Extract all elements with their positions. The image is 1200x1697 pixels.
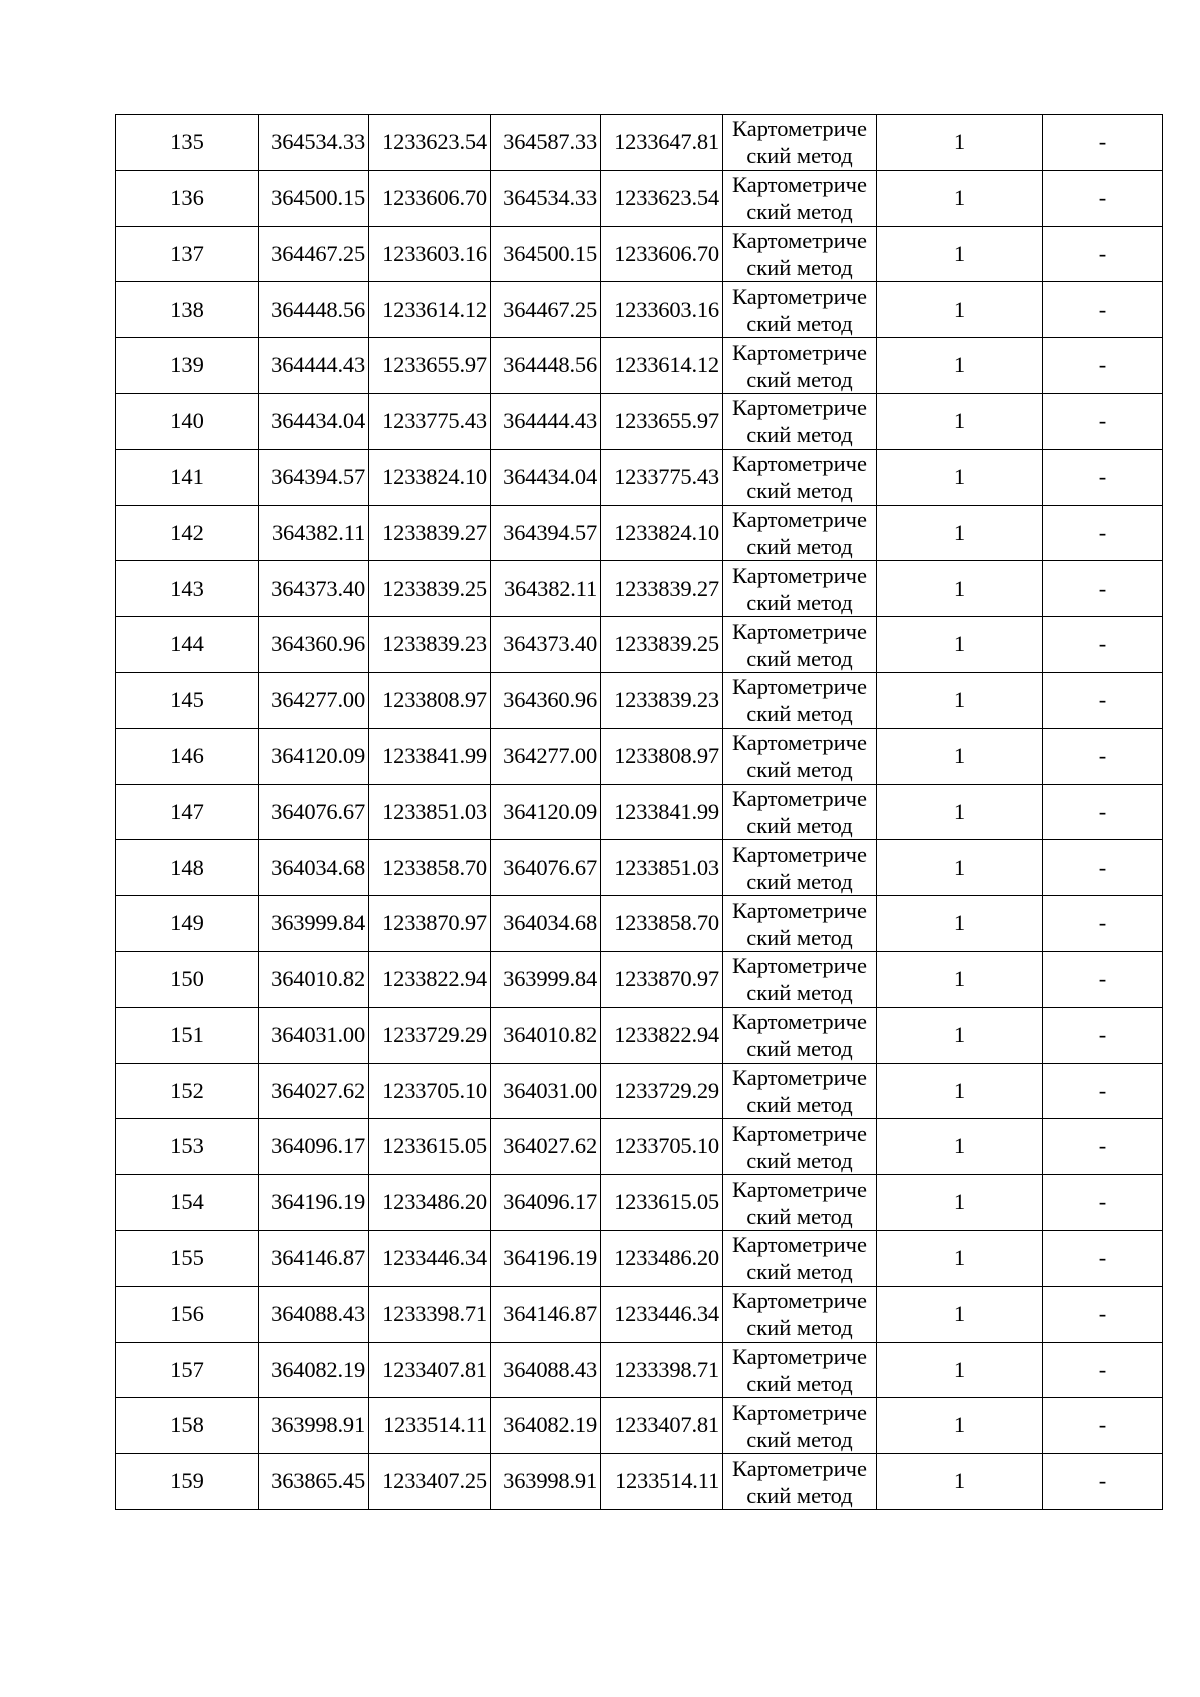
y-end-cell: 1233647.81	[601, 115, 723, 171]
x-start-cell: 364373.40	[259, 561, 369, 617]
accuracy-cell: 1	[877, 561, 1043, 617]
method-line-1: Картометриче	[732, 1176, 867, 1202]
y-start-cell: 1233839.27	[369, 505, 491, 561]
method-line-1: Картометриче	[732, 897, 867, 923]
point-id-cell: 144	[116, 617, 259, 673]
note-cell: -	[1043, 784, 1163, 840]
note-cell: -	[1043, 505, 1163, 561]
note-cell: -	[1043, 728, 1163, 784]
y-end-cell: 1233808.97	[601, 728, 723, 784]
table-row	[116, 338, 1163, 394]
accuracy-cell: 1	[877, 449, 1043, 505]
x-start-cell: 364088.43	[259, 1286, 369, 1342]
table-row	[116, 1119, 1163, 1175]
note-cell: -	[1043, 449, 1163, 505]
y-start-cell: 1233824.10	[369, 449, 491, 505]
y-end-cell: 1233655.97	[601, 393, 723, 449]
y-end-cell: 1233446.34	[601, 1286, 723, 1342]
method-line-1: Картометриче	[732, 395, 867, 421]
method-line-1: Картометриче	[732, 785, 867, 811]
method-line-1: Картометриче	[732, 618, 867, 644]
point-id-cell: 149	[116, 896, 259, 952]
table-row	[116, 1063, 1163, 1119]
accuracy-cell: 1	[877, 896, 1043, 952]
y-end-cell: 1233841.99	[601, 784, 723, 840]
accuracy-cell: 1	[877, 617, 1043, 673]
note-cell: -	[1043, 1007, 1163, 1063]
accuracy-cell: 1	[877, 1398, 1043, 1454]
x-end-cell: 363998.91	[491, 1454, 601, 1510]
x-start-cell: 364394.57	[259, 449, 369, 505]
method-line-2: ский метод	[746, 1370, 853, 1396]
x-end-cell: 364277.00	[491, 728, 601, 784]
y-start-cell: 1233822.94	[369, 951, 491, 1007]
y-end-cell: 1233729.29	[601, 1063, 723, 1119]
accuracy-cell: 1	[877, 1230, 1043, 1286]
point-id-cell: 137	[116, 226, 259, 282]
method-line-2: ский метод	[746, 1426, 853, 1452]
method-cell	[723, 1398, 877, 1454]
accuracy-cell: 1	[877, 393, 1043, 449]
y-start-cell: 1233514.11	[369, 1398, 491, 1454]
point-id-cell: 155	[116, 1230, 259, 1286]
y-end-cell: 1233614.12	[601, 338, 723, 394]
y-start-cell: 1233851.03	[369, 784, 491, 840]
x-start-cell: 364434.04	[259, 393, 369, 449]
x-start-cell: 364360.96	[259, 617, 369, 673]
y-start-cell: 1233623.54	[369, 115, 491, 171]
x-end-cell: 364076.67	[491, 840, 601, 896]
note-cell: -	[1043, 1119, 1163, 1175]
method-cell	[723, 784, 877, 840]
method-line-1: Картометриче	[732, 506, 867, 532]
note-cell: -	[1043, 170, 1163, 226]
accuracy-cell: 1	[877, 226, 1043, 282]
method-line-1: Картометриче	[732, 1232, 867, 1258]
y-start-cell: 1233606.70	[369, 170, 491, 226]
method-cell	[723, 282, 877, 338]
y-start-cell: 1233870.97	[369, 896, 491, 952]
y-start-cell: 1233486.20	[369, 1175, 491, 1231]
note-cell: -	[1043, 1230, 1163, 1286]
table-row	[116, 1286, 1163, 1342]
point-id-cell: 139	[116, 338, 259, 394]
note-cell: -	[1043, 617, 1163, 673]
note-cell: -	[1043, 561, 1163, 617]
table-row	[116, 561, 1163, 617]
method-cell	[723, 561, 877, 617]
x-start-cell: 364448.56	[259, 282, 369, 338]
note-cell: -	[1043, 672, 1163, 728]
point-id-cell: 147	[116, 784, 259, 840]
accuracy-cell: 1	[877, 672, 1043, 728]
method-cell	[723, 1007, 877, 1063]
x-start-cell: 364467.25	[259, 226, 369, 282]
x-start-cell: 363865.45	[259, 1454, 369, 1510]
method-line-1: Картометриче	[732, 339, 867, 365]
method-line-1: Картометриче	[732, 1009, 867, 1035]
method-cell	[723, 449, 877, 505]
x-end-cell: 364382.11	[491, 561, 601, 617]
x-start-cell: 363999.84	[259, 896, 369, 952]
note-cell: -	[1043, 1175, 1163, 1231]
note-cell: -	[1043, 1286, 1163, 1342]
y-start-cell: 1233775.43	[369, 393, 491, 449]
x-start-cell: 364120.09	[259, 728, 369, 784]
y-start-cell: 1233839.25	[369, 561, 491, 617]
x-start-cell: 364031.00	[259, 1007, 369, 1063]
method-line-2: ский метод	[746, 1091, 853, 1117]
point-id-cell: 158	[116, 1398, 259, 1454]
x-end-cell: 364444.43	[491, 393, 601, 449]
table-row	[116, 1007, 1163, 1063]
point-id-cell: 156	[116, 1286, 259, 1342]
x-end-cell: 364467.25	[491, 282, 601, 338]
method-line-2: ский метод	[746, 1147, 853, 1173]
method-cell	[723, 115, 877, 171]
y-start-cell: 1233705.10	[369, 1063, 491, 1119]
x-end-cell: 364434.04	[491, 449, 601, 505]
x-end-cell: 364082.19	[491, 1398, 601, 1454]
method-line-2: ский метод	[746, 254, 853, 280]
method-line-1: Картометриче	[732, 674, 867, 700]
method-line-2: ский метод	[746, 701, 853, 727]
method-line-2: ский метод	[746, 478, 853, 504]
accuracy-cell: 1	[877, 1175, 1043, 1231]
y-end-cell: 1233615.05	[601, 1175, 723, 1231]
coordinates-table	[115, 114, 1163, 1510]
table-row	[116, 1454, 1163, 1510]
method-line-1: Картометриче	[732, 562, 867, 588]
point-id-cell: 136	[116, 170, 259, 226]
method-line-1: Картометриче	[732, 1455, 867, 1481]
accuracy-cell: 1	[877, 784, 1043, 840]
table-row	[116, 170, 1163, 226]
method-line-1: Картометриче	[732, 953, 867, 979]
point-id-cell: 154	[116, 1175, 259, 1231]
y-end-cell: 1233606.70	[601, 226, 723, 282]
method-line-2: ский метод	[746, 199, 853, 225]
x-start-cell: 364076.67	[259, 784, 369, 840]
table-row	[116, 393, 1163, 449]
method-line-2: ский метод	[746, 533, 853, 559]
accuracy-cell: 1	[877, 1286, 1043, 1342]
y-start-cell: 1233841.99	[369, 728, 491, 784]
method-cell	[723, 1230, 877, 1286]
accuracy-cell: 1	[877, 840, 1043, 896]
method-cell	[723, 393, 877, 449]
method-cell	[723, 840, 877, 896]
x-end-cell: 364088.43	[491, 1342, 601, 1398]
y-start-cell: 1233808.97	[369, 672, 491, 728]
accuracy-cell: 1	[877, 1007, 1043, 1063]
method-line-1: Картометриче	[732, 116, 867, 142]
method-cell	[723, 505, 877, 561]
x-start-cell: 364382.11	[259, 505, 369, 561]
method-cell	[723, 672, 877, 728]
method-cell	[723, 1454, 877, 1510]
table-row	[116, 282, 1163, 338]
x-end-cell: 364500.15	[491, 226, 601, 282]
method-line-1: Картометриче	[732, 841, 867, 867]
y-end-cell: 1233870.97	[601, 951, 723, 1007]
method-line-2: ский метод	[746, 422, 853, 448]
accuracy-cell: 1	[877, 505, 1043, 561]
note-cell: -	[1043, 338, 1163, 394]
x-start-cell: 364010.82	[259, 951, 369, 1007]
note-cell: -	[1043, 1063, 1163, 1119]
x-end-cell: 364448.56	[491, 338, 601, 394]
method-line-1: Картометриче	[732, 1064, 867, 1090]
note-cell: -	[1043, 115, 1163, 171]
table-row	[116, 617, 1163, 673]
y-start-cell: 1233729.29	[369, 1007, 491, 1063]
point-id-cell: 148	[116, 840, 259, 896]
method-line-2: ский метод	[746, 366, 853, 392]
x-end-cell: 364027.62	[491, 1119, 601, 1175]
method-line-2: ский метод	[746, 143, 853, 169]
x-end-cell: 364031.00	[491, 1063, 601, 1119]
method-line-2: ский метод	[746, 589, 853, 615]
y-end-cell: 1233623.54	[601, 170, 723, 226]
y-end-cell: 1233705.10	[601, 1119, 723, 1175]
table-row	[116, 1230, 1163, 1286]
x-end-cell: 364096.17	[491, 1175, 601, 1231]
method-line-2: ский метод	[746, 1203, 853, 1229]
method-cell	[723, 1119, 877, 1175]
x-end-cell: 364034.68	[491, 896, 601, 952]
method-line-1: Картометриче	[732, 1120, 867, 1146]
point-id-cell: 159	[116, 1454, 259, 1510]
y-start-cell: 1233446.34	[369, 1230, 491, 1286]
note-cell: -	[1043, 896, 1163, 952]
point-id-cell: 146	[116, 728, 259, 784]
accuracy-cell: 1	[877, 1063, 1043, 1119]
note-cell: -	[1043, 393, 1163, 449]
method-cell	[723, 728, 877, 784]
accuracy-cell: 1	[877, 282, 1043, 338]
x-start-cell: 364196.19	[259, 1175, 369, 1231]
accuracy-cell: 1	[877, 115, 1043, 171]
x-start-cell: 364146.87	[259, 1230, 369, 1286]
x-end-cell: 364010.82	[491, 1007, 601, 1063]
y-end-cell: 1233839.25	[601, 617, 723, 673]
method-line-2: ский метод	[746, 1259, 853, 1285]
note-cell: -	[1043, 1342, 1163, 1398]
y-end-cell: 1233824.10	[601, 505, 723, 561]
point-id-cell: 152	[116, 1063, 259, 1119]
note-cell: -	[1043, 282, 1163, 338]
y-end-cell: 1233851.03	[601, 840, 723, 896]
note-cell: -	[1043, 1454, 1163, 1510]
method-line-1: Картометриче	[732, 730, 867, 756]
method-line-1: Картометриче	[732, 172, 867, 198]
x-start-cell: 364096.17	[259, 1119, 369, 1175]
method-line-2: ский метод	[746, 310, 853, 336]
table-row	[116, 784, 1163, 840]
method-line-2: ский метод	[746, 1482, 853, 1508]
method-line-1: Картометриче	[732, 227, 867, 253]
y-end-cell: 1233486.20	[601, 1230, 723, 1286]
y-start-cell: 1233615.05	[369, 1119, 491, 1175]
note-cell: -	[1043, 1398, 1163, 1454]
table-row	[116, 115, 1163, 171]
accuracy-cell: 1	[877, 728, 1043, 784]
method-cell	[723, 1063, 877, 1119]
x-end-cell: 364196.19	[491, 1230, 601, 1286]
point-id-cell: 145	[116, 672, 259, 728]
accuracy-cell: 1	[877, 1342, 1043, 1398]
table-body	[116, 115, 1163, 1510]
method-cell	[723, 951, 877, 1007]
table-row	[116, 728, 1163, 784]
note-cell: -	[1043, 226, 1163, 282]
table-row	[116, 672, 1163, 728]
y-start-cell: 1233603.16	[369, 226, 491, 282]
method-line-2: ский метод	[746, 1315, 853, 1341]
method-line-2: ский метод	[746, 812, 853, 838]
y-end-cell: 1233603.16	[601, 282, 723, 338]
method-line-1: Картометриче	[732, 1343, 867, 1369]
y-start-cell: 1233407.25	[369, 1454, 491, 1510]
method-cell	[723, 338, 877, 394]
y-start-cell: 1233858.70	[369, 840, 491, 896]
table-row	[116, 1342, 1163, 1398]
table-row	[116, 1398, 1163, 1454]
table-row	[116, 449, 1163, 505]
y-end-cell: 1233839.23	[601, 672, 723, 728]
method-line-2: ский метод	[746, 1036, 853, 1062]
x-end-cell: 364146.87	[491, 1286, 601, 1342]
x-end-cell: 364394.57	[491, 505, 601, 561]
y-start-cell: 1233655.97	[369, 338, 491, 394]
y-end-cell: 1233514.11	[601, 1454, 723, 1510]
point-id-cell: 140	[116, 393, 259, 449]
table-row	[116, 896, 1163, 952]
y-start-cell: 1233407.81	[369, 1342, 491, 1398]
x-end-cell: 364587.33	[491, 115, 601, 171]
x-end-cell: 364360.96	[491, 672, 601, 728]
y-end-cell: 1233407.81	[601, 1398, 723, 1454]
note-cell: -	[1043, 951, 1163, 1007]
method-cell	[723, 1342, 877, 1398]
x-start-cell: 364034.68	[259, 840, 369, 896]
y-start-cell: 1233398.71	[369, 1286, 491, 1342]
point-id-cell: 143	[116, 561, 259, 617]
x-end-cell: 363999.84	[491, 951, 601, 1007]
x-start-cell: 364082.19	[259, 1342, 369, 1398]
point-id-cell: 138	[116, 282, 259, 338]
method-line-1: Картометриче	[732, 283, 867, 309]
point-id-cell: 142	[116, 505, 259, 561]
method-line-2: ский метод	[746, 757, 853, 783]
y-end-cell: 1233775.43	[601, 449, 723, 505]
point-id-cell: 157	[116, 1342, 259, 1398]
point-id-cell: 151	[116, 1007, 259, 1063]
point-id-cell: 153	[116, 1119, 259, 1175]
point-id-cell: 135	[116, 115, 259, 171]
table-row	[116, 1175, 1163, 1231]
point-id-cell: 141	[116, 449, 259, 505]
method-cell	[723, 1286, 877, 1342]
table-row	[116, 226, 1163, 282]
method-cell	[723, 1175, 877, 1231]
method-cell	[723, 896, 877, 952]
method-line-2: ский метод	[746, 645, 853, 671]
method-cell	[723, 226, 877, 282]
accuracy-cell: 1	[877, 338, 1043, 394]
accuracy-cell: 1	[877, 170, 1043, 226]
y-end-cell: 1233822.94	[601, 1007, 723, 1063]
method-line-1: Картометриче	[732, 1288, 867, 1314]
accuracy-cell: 1	[877, 1454, 1043, 1510]
table-row	[116, 840, 1163, 896]
method-line-2: ский метод	[746, 924, 853, 950]
method-line-1: Картометриче	[732, 451, 867, 477]
y-end-cell: 1233839.27	[601, 561, 723, 617]
x-start-cell: 364534.33	[259, 115, 369, 171]
y-start-cell: 1233614.12	[369, 282, 491, 338]
method-line-1: Картометриче	[732, 1399, 867, 1425]
x-end-cell: 364534.33	[491, 170, 601, 226]
x-start-cell: 363998.91	[259, 1398, 369, 1454]
method-cell	[723, 617, 877, 673]
accuracy-cell: 1	[877, 1119, 1043, 1175]
x-end-cell: 364373.40	[491, 617, 601, 673]
method-line-2: ский метод	[746, 868, 853, 894]
y-end-cell: 1233398.71	[601, 1342, 723, 1398]
x-start-cell: 364027.62	[259, 1063, 369, 1119]
x-end-cell: 364120.09	[491, 784, 601, 840]
method-line-2: ский метод	[746, 980, 853, 1006]
method-cell	[723, 170, 877, 226]
table-row	[116, 505, 1163, 561]
x-start-cell: 364277.00	[259, 672, 369, 728]
note-cell: -	[1043, 840, 1163, 896]
x-start-cell: 364500.15	[259, 170, 369, 226]
table-row	[116, 951, 1163, 1007]
y-end-cell: 1233858.70	[601, 896, 723, 952]
x-start-cell: 364444.43	[259, 338, 369, 394]
accuracy-cell: 1	[877, 951, 1043, 1007]
y-start-cell: 1233839.23	[369, 617, 491, 673]
point-id-cell: 150	[116, 951, 259, 1007]
